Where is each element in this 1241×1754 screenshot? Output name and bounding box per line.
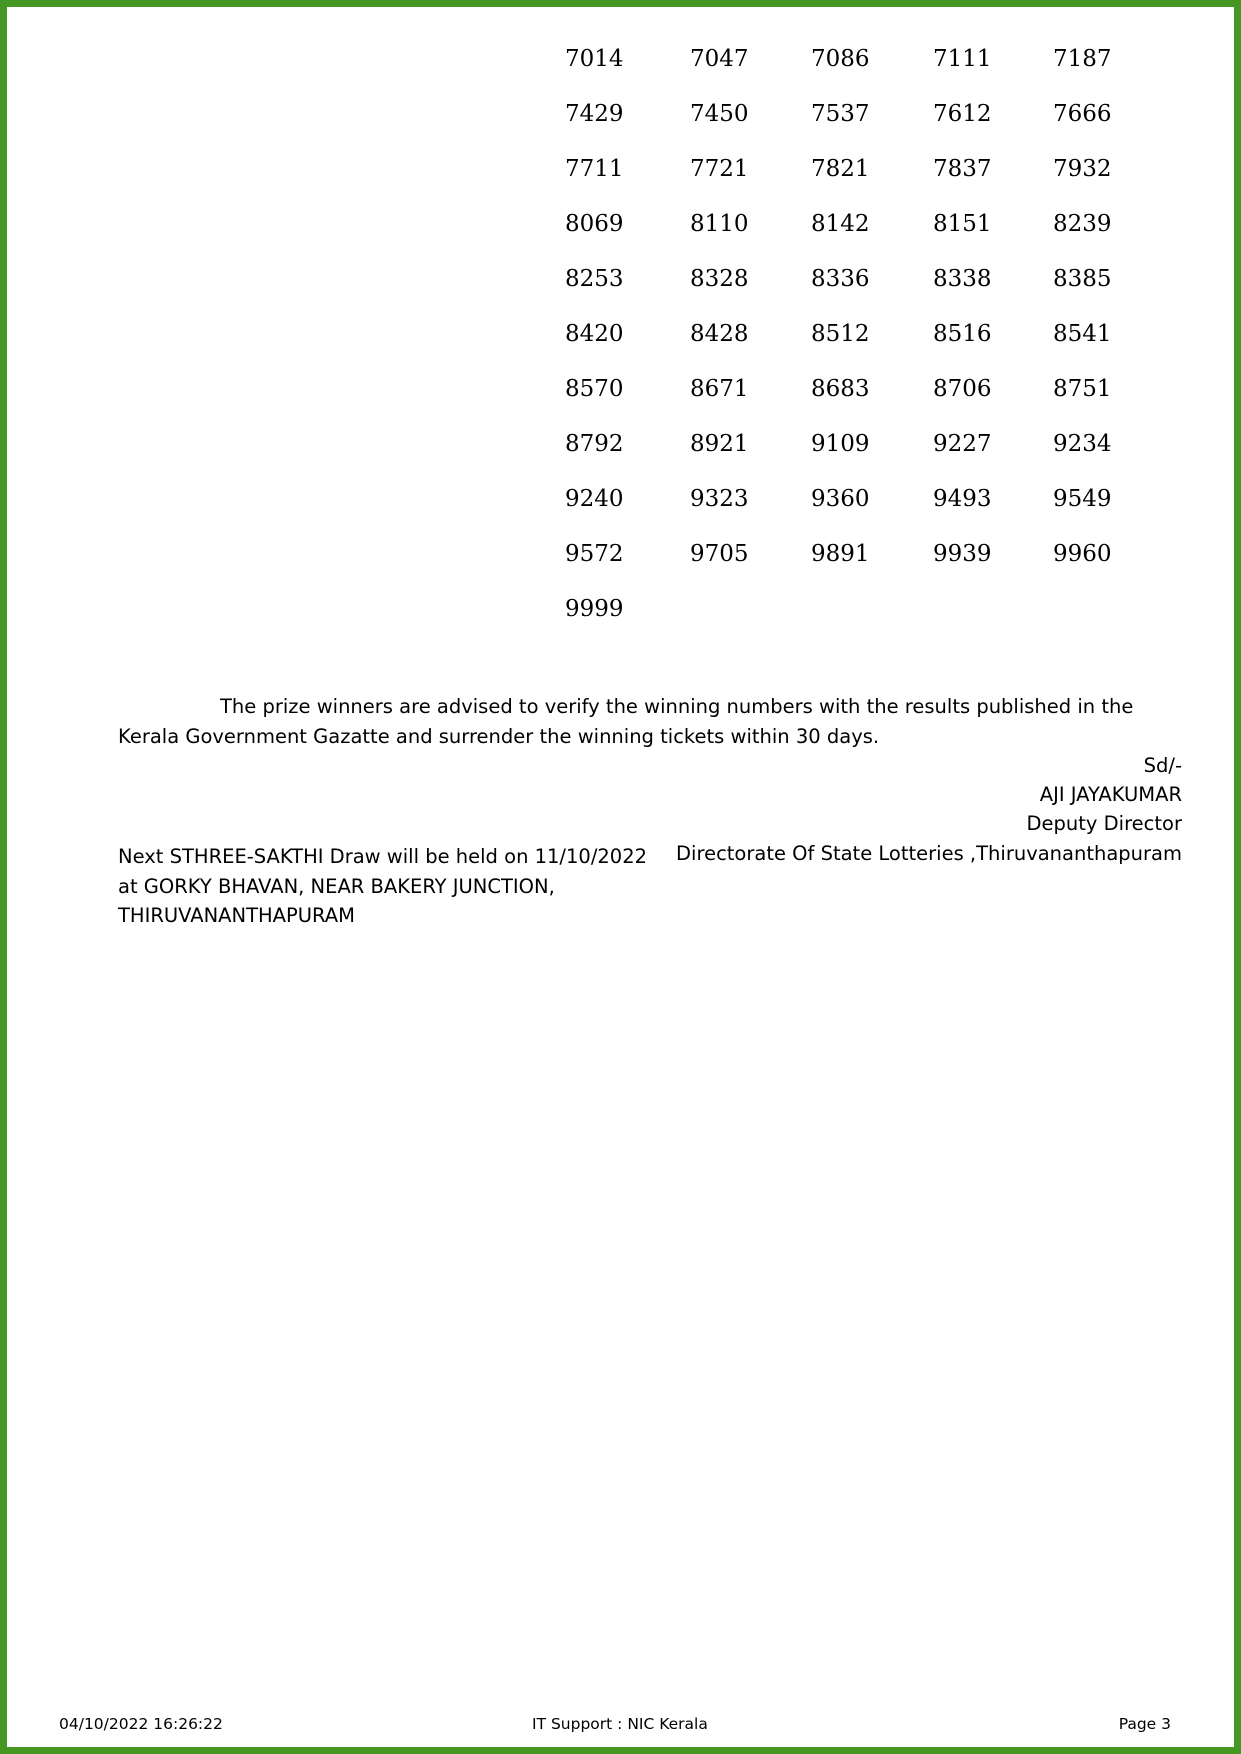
winning-number: 7111 [933, 46, 992, 72]
winning-number: 9891 [811, 541, 870, 567]
winning-number: 8151 [933, 211, 992, 237]
winning-number: 9999 [565, 596, 624, 622]
winning-number: 9960 [1053, 541, 1112, 567]
signatory-office: Directorate Of State Lotteries ,Thiruvananthapuram [676, 842, 1182, 865]
winning-number: 8336 [811, 266, 870, 292]
winning-number: 9360 [811, 486, 870, 512]
winning-number: 8683 [811, 376, 870, 402]
winning-number: 9705 [690, 541, 749, 567]
winning-number: 7612 [933, 101, 992, 127]
number-row [565, 375, 1125, 430]
prize-notice: The prize winners are advised to verify the winning numbers with the results published in the Kerala Government Gazatte and surrender the winning tickets within 30 days. [118, 695, 1134, 748]
number-row [565, 100, 1125, 155]
number-row [565, 540, 1125, 595]
winning-number: 7450 [690, 101, 749, 127]
winning-number: 9109 [811, 431, 870, 457]
winning-number: 9493 [933, 486, 992, 512]
next-draw-line-3: THIRUVANANTHAPURAM [118, 904, 355, 927]
winning-number: 8541 [1053, 321, 1112, 347]
winning-numbers-grid [565, 45, 1125, 650]
signatory-designation: Deputy Director [1026, 812, 1182, 835]
winning-number: 7537 [811, 101, 870, 127]
winning-number: 8751 [1053, 376, 1112, 402]
number-row [565, 155, 1125, 210]
number-row [565, 265, 1125, 320]
winning-number: 7837 [933, 156, 992, 182]
winning-number: 7047 [690, 46, 749, 72]
winning-number: 8428 [690, 321, 749, 347]
winning-number: 7014 [565, 46, 624, 72]
winning-number: 8570 [565, 376, 624, 402]
footer-timestamp: 04/10/2022 16:26:22 [59, 1715, 223, 1733]
winning-number: 8921 [690, 431, 749, 457]
winning-number: 7932 [1053, 156, 1112, 182]
winning-number: 7711 [565, 156, 624, 182]
number-row [565, 485, 1125, 540]
signatory-name: AJI JAYAKUMAR [1039, 783, 1182, 806]
winning-number: 9572 [565, 541, 624, 567]
next-draw-line-2: at GORKY BHAVAN, NEAR BAKERY JUNCTION, [118, 874, 555, 898]
winning-number: 8142 [811, 211, 870, 237]
winning-number: 7666 [1053, 101, 1112, 127]
winning-number: 8792 [565, 431, 624, 457]
number-row [565, 430, 1125, 485]
next-draw-line-1: Next STHREE-SAKTHI Draw will be held on 11/10/2022 [118, 845, 648, 868]
winning-number: 7187 [1053, 46, 1112, 72]
winning-number: 8671 [690, 376, 749, 402]
winning-number: 9323 [690, 486, 749, 512]
winning-number: 8253 [565, 266, 624, 292]
number-row [565, 45, 1125, 100]
winning-number: 8069 [565, 211, 624, 237]
winning-number: 8110 [690, 211, 749, 237]
winning-number: 8512 [811, 321, 870, 347]
winning-number: 7721 [690, 156, 749, 182]
winning-number: 8516 [933, 321, 992, 347]
winning-number: 8328 [690, 266, 749, 292]
winning-number: 9549 [1053, 486, 1112, 512]
winning-number: 8338 [933, 266, 992, 292]
number-row [565, 320, 1125, 375]
winning-number: 8385 [1053, 266, 1112, 292]
winning-number: 9939 [933, 541, 992, 567]
number-row [565, 595, 1125, 650]
number-row [565, 210, 1125, 265]
winning-number: 9234 [1053, 431, 1112, 457]
winning-number: 7821 [811, 156, 870, 182]
winning-number: 7086 [811, 46, 870, 72]
winning-number: 7429 [565, 101, 624, 127]
footer-it-support: IT Support : NIC Kerala [532, 1715, 708, 1733]
winning-number: 9240 [565, 486, 624, 512]
winning-number: 8706 [933, 376, 992, 402]
footer-page-number: Page 3 [1118, 1715, 1171, 1733]
next-draw-info [118, 842, 678, 931]
signature-sd: Sd/- [1143, 754, 1182, 777]
winning-number: 9227 [933, 431, 992, 457]
winning-number: 8420 [565, 321, 624, 347]
winning-number: 8239 [1053, 211, 1112, 237]
